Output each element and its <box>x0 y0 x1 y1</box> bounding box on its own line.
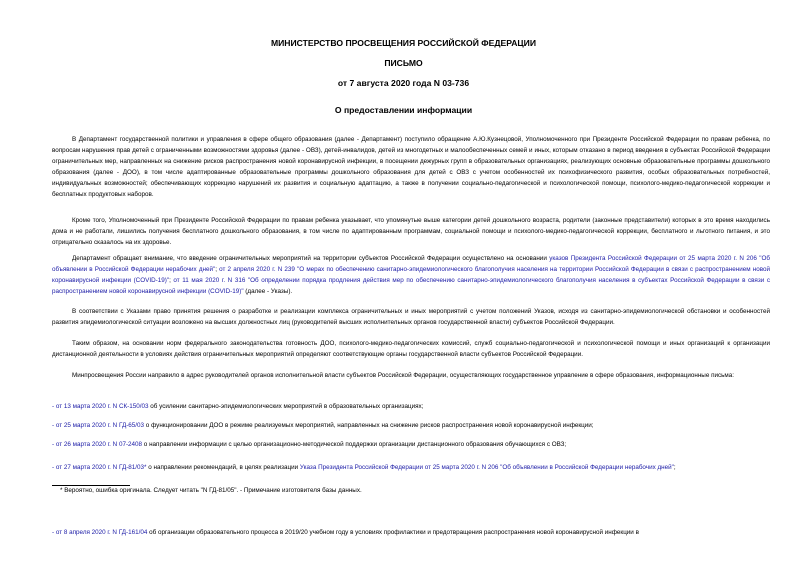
paragraph-3: Департамент обращает внимание, что введение ограничительных мероприятий на территории субъектов Российской Федерации осуществлено на основании указов Президента Российской Федерации от 25 марта 2020 г. N 206 "Об объявлении в Российской Федерации нерабочих дней"; от 2 апреля 2020 г. N 239 "О мерах по обеспечению санитарно-эпидемиологического благополучия населения на территории Российской Федерации в связи с распространением новой коронавирусной инфекции (COVID-19)"; от 11 мая 2020 г. N 316 "Об определении порядка продления действия мер по обеспечению санитарно-эпидемиологического благополучия населения в субъектах Российской Федерации в связи с распространением новой коронавирусной инфекции (COVID-19)" (далее - Указы). <box>52 255 770 295</box>
letter-gd-65-link[interactable]: от 25 марта 2020 г. N ГД-65/03 <box>55 422 145 429</box>
document-date-number: от 7 августа 2020 года N 03-736 <box>337 78 470 88</box>
ministry-heading: МИНИСТЕРСТВО ПРОСВЕЩЕНИЯ РОССИЙСКОЙ ФЕДЕРАЦИИ <box>270 38 537 48</box>
list-item: - от 27 марта 2020 г. N ГД-81/03* о направлении рекомендаций, в целях реализации Указа Президента Российской Федерации от 25 марта 2020 г. N 206 "Об объявлении в Российской Федерации нерабочих дней"; <box>52 464 676 471</box>
letter-gd-161-link[interactable]: от 8 апреля 2020 г. N ГД-161/04 <box>55 529 148 536</box>
decree-239-link[interactable]: от 2 апреля 2020 г. N 239 "О мерах по обеспечению санитарно-эпидемиологического благополучия населения на территории Российской Федерации в связи с распространением новой коронавирусной инфекции (COVID-19)" <box>52 266 770 284</box>
document-type: ПИСЬМО <box>384 58 423 68</box>
decree-206-link-2[interactable]: Указа Президента Российской Федерации от 25 марта 2020 г. N 206 "Об объявлении в Российской Федерации нерабочих дней" <box>299 464 674 471</box>
list-item: - от 26 марта 2020 г. N 07-2408 о направлении информации с целью организационно-методической поддержки организации дистанционного образования обучающихся с ОВЗ; <box>52 441 567 448</box>
paragraph-5: Таким образом, на основании норм федерального законодательства готовность ДОО, психолого-медико-педагогических комиссий, служб социально-педагогической и психологической помощи и иных организаций к организации дистанционной деятельности в условиях действия ограничительных мероприятий определяют соответствующие органы государственной власти субъектов Российской Федерации. <box>52 340 770 358</box>
decree-206-link[interactable]: указов Президента Российской Федерации от 25 марта 2020 г. N 206 "Об объявлении в Российской Федерации нерабочих дней" <box>52 255 770 273</box>
decree-316-link[interactable]: от 11 мая 2020 г. N 316 "Об определении порядка продления действия мер по обеспечению санитарно-эпидемиологического благополучия населения в субъектах Российской Федерации в связи с распространением новой коронавирусной инфекции (COVID-19)" <box>52 277 770 295</box>
list-item: - от 8 апреля 2020 г. N ГД-161/04 об организации образовательного процесса в 2019/20 учебном году в условиях профилактики и предотвращения распространения новой коронавирусной инфекции в <box>52 529 639 536</box>
document-subject: О предоставлении информации <box>334 105 473 115</box>
list-item: - от 25 марта 2020 г. N ГД-65/03 о функционировании ДОО в режиме реализуемых мероприятий, направленных на снижение рисков распространения новой коронавирусной инфекции; <box>52 422 594 429</box>
footnote-rule <box>52 485 130 486</box>
letter-sk-150-link[interactable]: от 13 марта 2020 г. N СК-150/03 <box>55 403 149 410</box>
paragraph-2: Кроме того, Уполномоченный при Президенте Российской Федерации по правам ребенка указывает, что упомянутые выше категории детей дошкольного возраста, родители (законные представители) которых в это время находились дома и не работали, лишились получения бесплатного дошкольного образования, в том числе по адаптированным программам, социальной помощи и психолого-медико-педагогической коррекции, бесплатного и льготного питания, и это отрицательно сказалось на их здоровье. <box>52 217 770 246</box>
letter-gd-81-link[interactable]: от 27 марта 2020 г. N ГД-81/03* <box>55 464 147 471</box>
paragraph-1: В Департамент государственной политики и управления в сфере общего образования (далее - Департамент) поступило обращение А.Ю.Кузнецовой, Уполномоченного при Президенте Российской Федерации по правам ребенка, по вопросам нарушения прав детей с ограниченными возможностями здоровья (далее - ОВЗ), детей-инвалидов, детей из многодетных и малообеспеченных семей и иных, которым отказано в период введения в субъектах Российской Федерации ограничительных мер, направленных на снижение рисков распространения новой коронавирусной инфекции, в посещении дежурных групп в образовательных организациях, реализующих основные образовательные программы дошкольного образования (далее - ДОО), в том числе адаптированные образовательные программы дошкольного образования для детей с ОВЗ с учетом особенностей их психофизического развития, особых образовательных потребностей, индивидуальных возможностей; обеспечивающих коррекцию нарушений их развития и социальную адаптацию, а также в получении социально-педагогической и психологической помощи, психолого-медико-педагогической коррекции и бесплатных продуктовых наборов. <box>52 136 770 198</box>
letter-07-2408-link[interactable]: от 26 марта 2020 г. N 07-2408 <box>55 441 143 448</box>
paragraph-6: Минпросвещения России направило в адрес руководителей органов исполнительной власти субъектов Российской Федерации, осуществляющих государственное управление в сфере образования, информационные письма: <box>72 372 735 379</box>
list-item: - от 13 марта 2020 г. N СК-150/03 об усилении санитарно-эпидемиологических мероприятий в образовательных организациях; <box>52 403 424 410</box>
footnote: * Вероятно, ошибка оригинала. Следует читать "N ГД-81/05". - Примечание изготовителя базы данных. <box>60 487 362 494</box>
paragraph-4: В соответствии с Указами право принятия решения о разработке и реализации комплекса ограничительных и иных мероприятий с учетом положений Указов, исходя из санитарно-эпидемиологической обстановки и особенностей развития эпидемиологической ситуации возложено на высших должностных лиц (руководителей высших исполнительных органов государственной власти) субъектов Российской Федерации. <box>52 308 770 326</box>
